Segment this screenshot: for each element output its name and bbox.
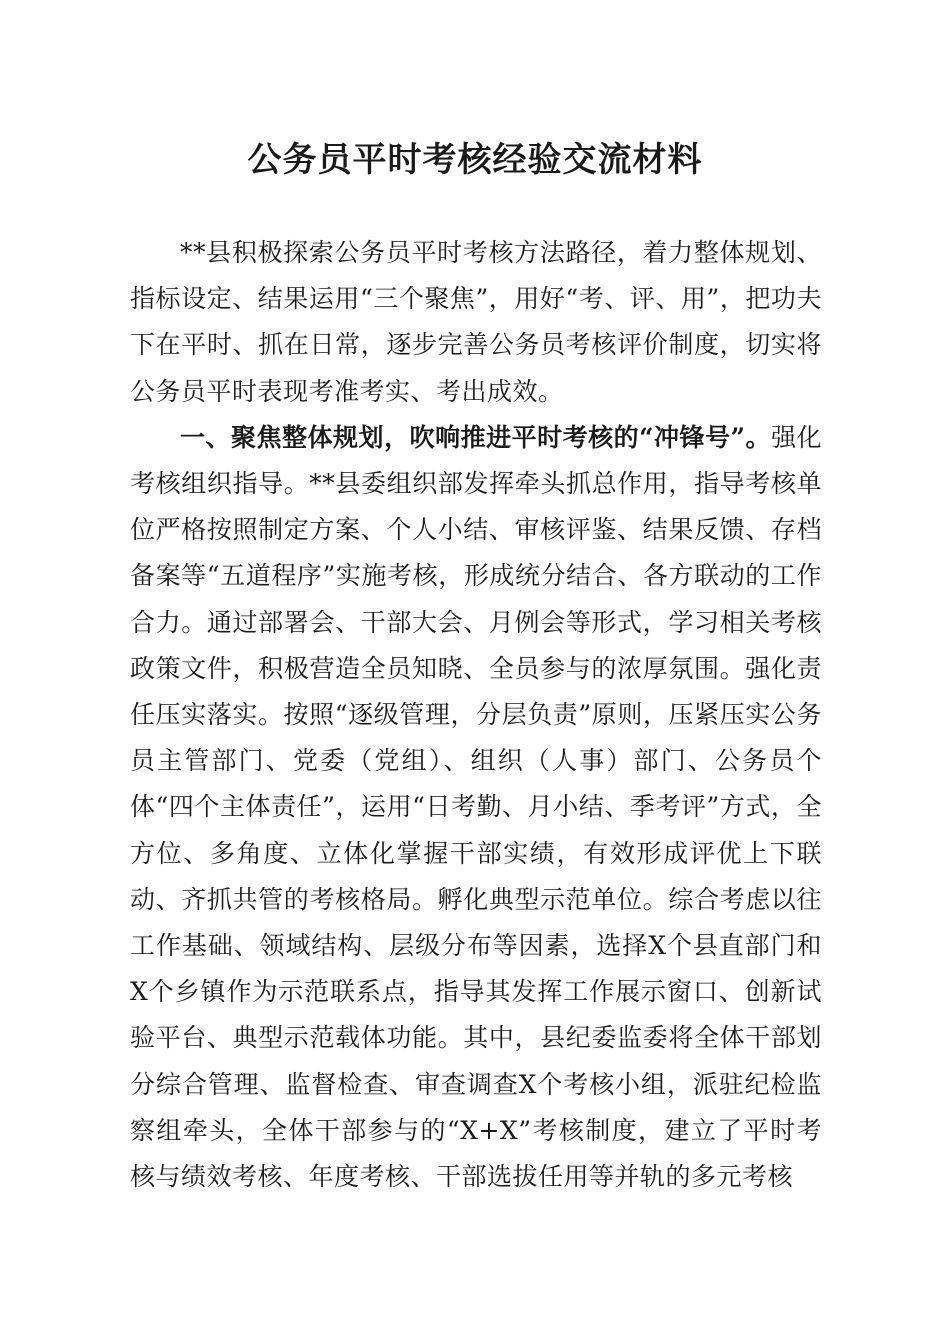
intro-paragraph: **县积极探索公务员平时考核方法路径，着力整体规划、指标设定、结果运用“三个聚焦”，用好“考、评、用”，把功夫下在平时、抓在日常，逐步完善公务员考核评价制度，切实将公务员平时表现考准考实、考出成效。	[130, 238, 822, 406]
section-1-paragraph	[130, 415, 822, 1200]
section-1-heading: 一、聚焦整体规划，吹响推进平时考核的“冲锋号”。	[180, 422, 771, 452]
section-1-text: 强化考核组织指导。**县委组织部发挥牵头抓总作用，指导考核单位严格按照制定方案、个人小结、审核评鉴、结果反馈、存档备案等“五道程序”实施考核，形成统分结合、各方联动的工作合力。通过部署会、干部大会、月例会等形式，学习相关考核政策文件，积极营造全员知晓、全员参与的浓厚氛围。强化责任压实落实。按照“逐级管理，分层负责”原则，压紧压实公务员主管部门、党委（党组）、组织（人事）部门、公务员个体“四个主体责任”，运用“日考勤、月小结、季考评”方式，全方位、多角度、立体化掌握干部实绩，有效形成评优上下联动、齐抓共管的考核格局。孵化典型示范单位。综合考虑以往工作基础、领域结构、层级分布等因素，选择X个县直部门和X个乡镇作为示范联系点，指导其发挥工作展示窗口、创新试验平台、典型示范载体功能。其中，县纪委监委将全体干部划分综合管理、监督检查、审查调查X个考核小组，派驻纪检监察组牵头，全体干部参与的“X+X”考核制度，建立了平时考核与绩效考核、年度考核、干部选拔任用等并轨的多元考核	[130, 422, 822, 1192]
document-title: 公务员平时考核经验交流材料	[247, 140, 703, 180]
document-body	[130, 230, 822, 1200]
